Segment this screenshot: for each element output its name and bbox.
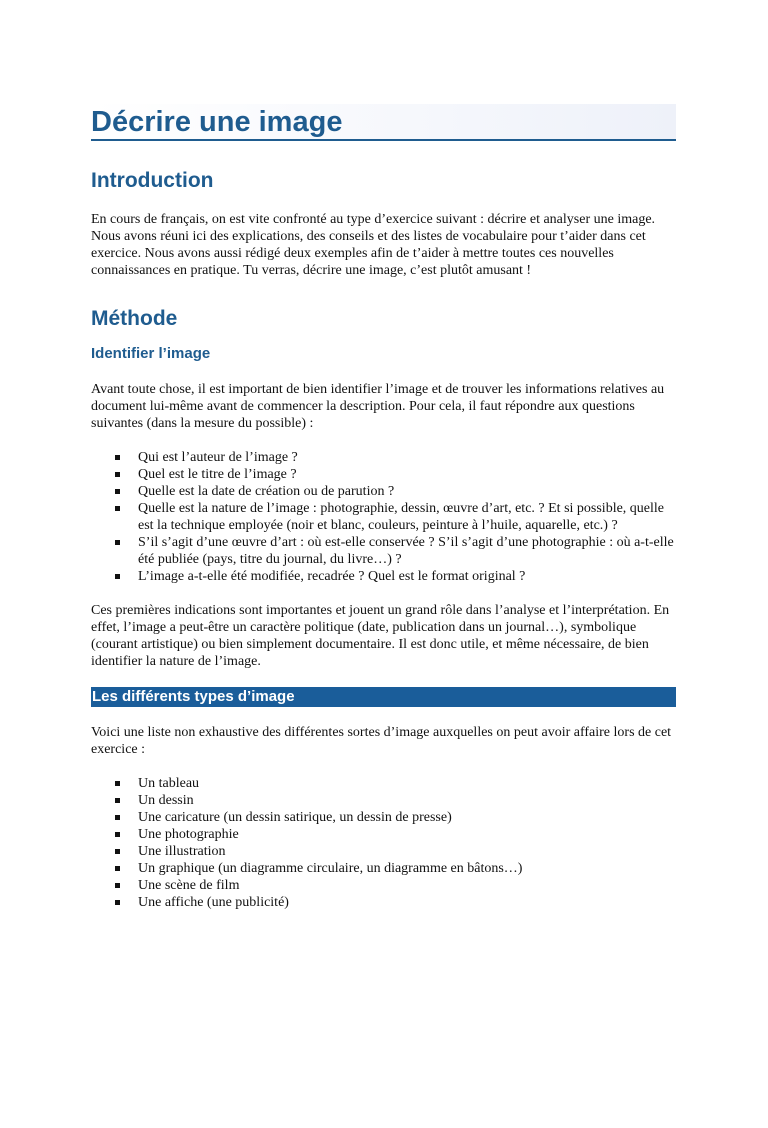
page-title: Décrire une image [91, 104, 676, 141]
list-item: Qui est l’auteur de l’image ? [91, 449, 676, 466]
heading-methode: Méthode [91, 307, 178, 330]
questions-list [91, 449, 676, 585]
bullet-icon [115, 798, 120, 803]
list-item: S’il s’agit d’une œuvre d’art : où est-elle conservée ? S’il s’agit d’une photographie : où a-t-elle été publiée (pays, titre du journal, du livre…) ? [91, 534, 676, 568]
list-item: Quelle est la date de création ou de parution ? [91, 483, 676, 500]
bullet-icon [115, 506, 120, 511]
bullet-icon [115, 781, 120, 786]
list-item: Quelle est la nature de l’image : photographie, dessin, œuvre d’art, etc. ? Et si possible, quelle est la technique employée (noir et blanc, couleurs, peinture à l’huile, aquarelle, etc.) ? [91, 500, 676, 534]
document-page [0, 104, 768, 1128]
types-paragraph: Voici une liste non exhaustive des différentes sortes d’image auxquelles on peut avoir affaire lors de cet exercice : [91, 725, 672, 757]
heading-types-image: Les différents types d’image [91, 687, 676, 707]
list-item: Une illustration [91, 843, 676, 860]
bullet-icon [115, 540, 120, 545]
list-item: Un tableau [91, 775, 676, 792]
bullet-icon [115, 849, 120, 854]
list-item: Un graphique (un diagramme circulaire, un diagramme en bâtons…) [91, 860, 676, 877]
list-item: Une affiche (une publicité) [91, 894, 676, 911]
list-item: Un dessin [91, 792, 676, 809]
list-item: Une scène de film [91, 877, 676, 894]
bullet-icon [115, 883, 120, 888]
bullet-icon [115, 832, 120, 837]
bullet-icon [115, 472, 120, 477]
bullet-icon [115, 866, 120, 871]
intro-paragraph: En cours de français, on est vite confronté au type d’exercice suivant : décrire et analyser une image. Nous avons réuni ici des explications, des conseils et des listes de vocabulaire pour t’aider dans cet exercice. Nous avons aussi rédigé deux exemples afin de t’aider à mettre toutes ces nouvelles connaissances en pratique. Tu verras, décrire une image, c’est plutôt amusant ! [91, 212, 656, 278]
bullet-icon [115, 455, 120, 460]
bullet-icon [115, 489, 120, 494]
identifier-conclusion: Ces premières indications sont importantes et jouent un grand rôle dans l’analyse et l’interprétation. En effet, l’image a peut-être un caractère politique (date, publication dans un journal…), symbolique (courant artistique) ou bien simplement documentaire. Il est donc utile, et même nécessaire, de bien identifier la nature de l’image. [91, 603, 670, 669]
bullet-icon [115, 574, 120, 579]
list-item: Une photographie [91, 826, 676, 843]
bullet-icon [115, 815, 120, 820]
heading-introduction: Introduction [91, 169, 214, 192]
types-list [91, 775, 676, 911]
list-item: Une caricature (un dessin satirique, un dessin de presse) [91, 809, 676, 826]
bullet-icon [115, 900, 120, 905]
list-item: L’image a-t-elle été modifiée, recadrée ? Quel est le format original ? [91, 568, 676, 585]
identifier-paragraph: Avant toute chose, il est important de bien identifier l’image et de trouver les informations relatives au document lui-même avant de commencer la description. Pour cela, il faut répondre aux questions suivantes (dans la mesure du possible) : [91, 382, 665, 431]
heading-identifier-image: Identifier l’image [91, 345, 211, 362]
list-item: Quel est le titre de l’image ? [91, 466, 676, 483]
